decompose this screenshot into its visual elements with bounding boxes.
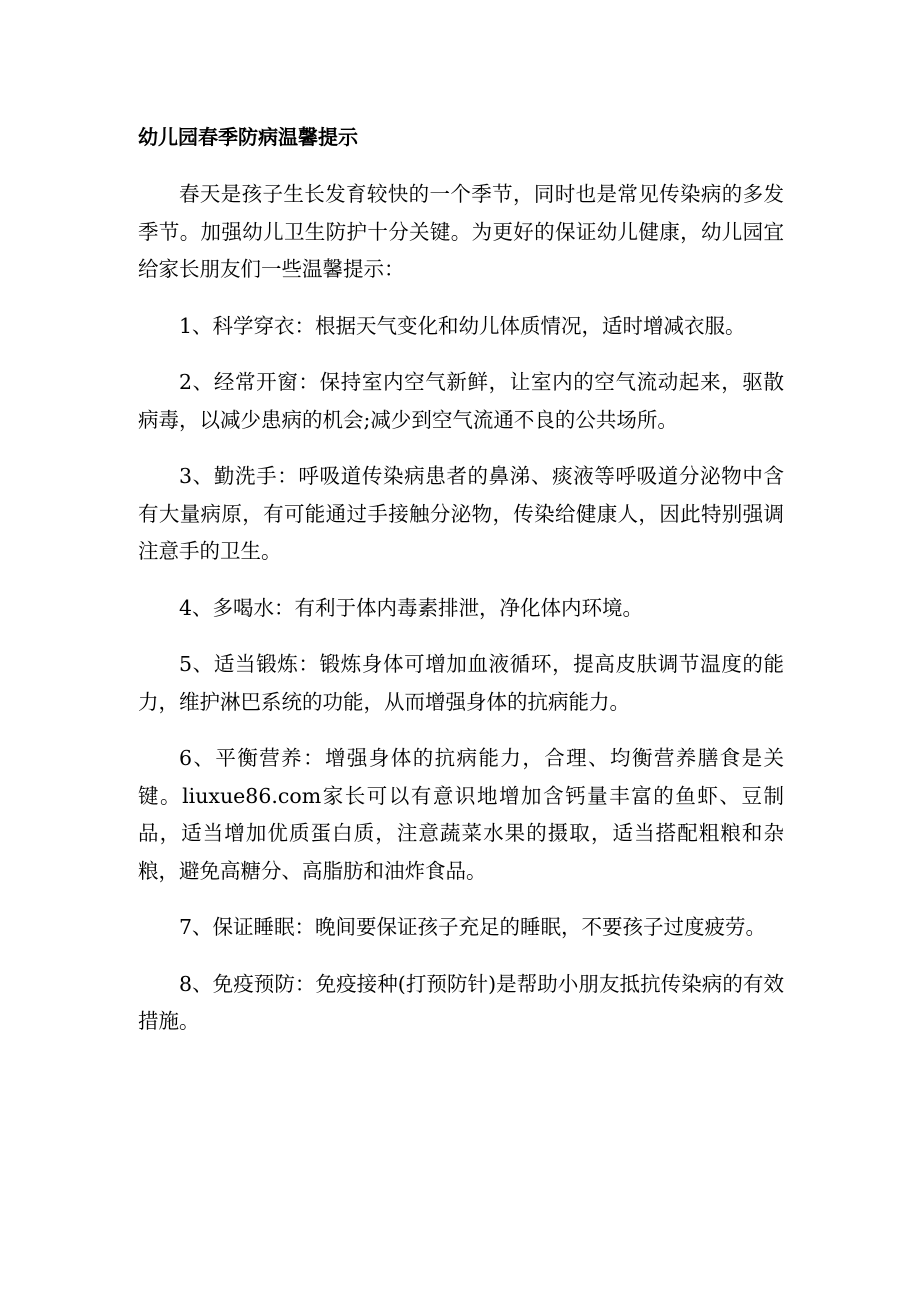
tip-paragraph-1: 1、科学穿衣：根据天气变化和幼儿体质情况，适时增减衣服。 [179, 313, 746, 338]
document-body [138, 176, 784, 1060]
document-title: 幼儿园春季防病温馨提示 [138, 125, 358, 149]
tip-paragraph-3: 3、勤洗手：呼吸道传染病患者的鼻涕、痰液等呼吸道分泌物中含有大量病原，有可能通过手接触分泌物，传染给健康人，因此特别强调注意手的卫生。 [138, 464, 784, 563]
intro-paragraph: 春天是孩子生长发育较快的一个季节，同时也是常见传染病的多发季节。加强幼儿卫生防护十分关键。为更好的保证幼儿健康，幼儿园宜给家长朋友们一些温馨提示： [138, 182, 784, 281]
tip-paragraph-4: 4、多喝水：有利于体内毒素排泄，净化体内环境。 [179, 595, 644, 620]
tip-paragraph-2: 2、经常开窗：保持室内空气新鲜，让室内的空气流动起来，驱散病毒，以减少患病的机会;减少到空气流通不良的公共场所。 [138, 370, 784, 432]
tip-paragraph-5: 5、适当锻炼：锻炼身体可增加血液循环，提高皮肤调节温度的能力，维护淋巴系统的功能，从而增强身体的抗病能力。 [138, 652, 784, 714]
tip-paragraph-6: 6、平衡营养：增强身体的抗病能力，合理、均衡营养膳食是关键。liuxue86.com家长可以有意识地增加含钙量丰富的鱼虾、豆制品，适当增加优质蛋白质，注意蔬菜水果的摄取，适当搭配粗粮和杂粮，避免高糖分、高脂肪和油炸食品。 [138, 746, 784, 883]
tip-paragraph-8: 8、免疫预防：免疫接种(打预防针)是帮助小朋友抵抗传染病的有效措施。 [138, 971, 784, 1033]
tip-paragraph-7: 7、保证睡眠：晚间要保证孩子充足的睡眠，不要孩子过度疲劳。 [179, 915, 767, 939]
